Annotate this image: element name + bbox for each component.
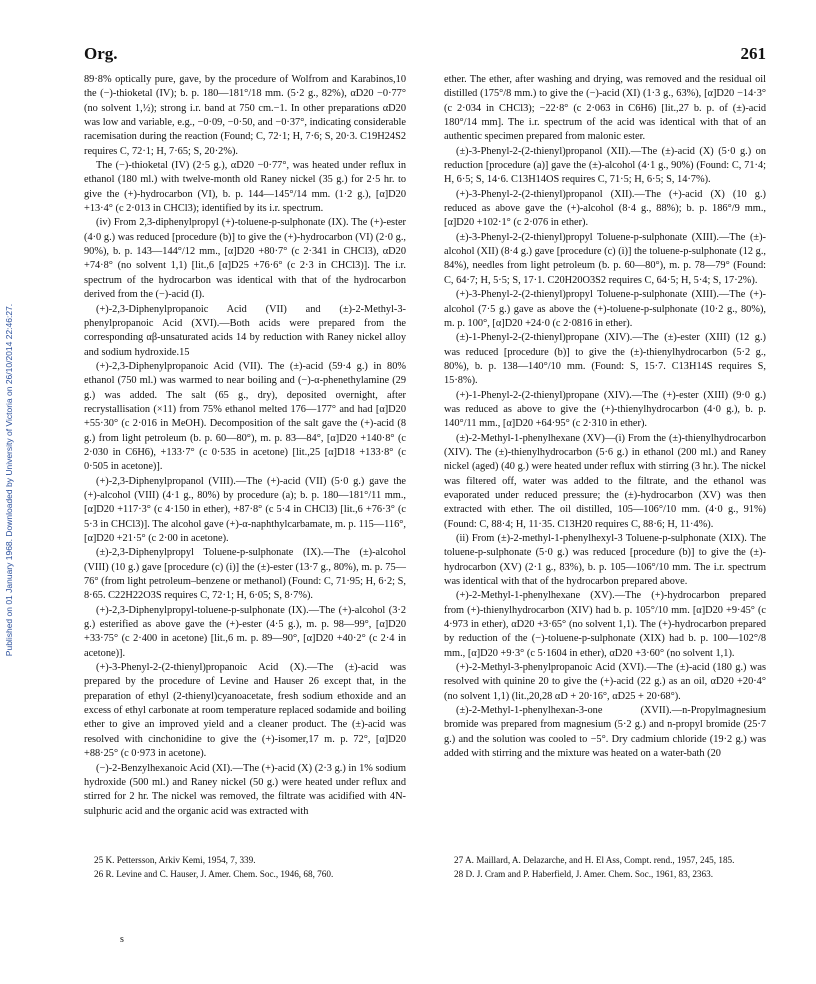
paragraph: (±)-2,3-Diphenylpropyl Toluene-p-sulphonate (IX).—The (±)-alcohol (VIII) (10 g.) gave [procedure (c) (i)] the (±)-ester (13·7 g., 80%), m. p. 75—76° (from light petroleum–benzene or methanol) (Found: C, 71·95; H, 6·2; S, 8·65. C22H22O3S requires C, 72·1; H, 6·05; S, 8·7%). (84, 547, 406, 602)
paragraph: ether. The ether, after washing and drying, was removed and the residual oil distilled (175°/8 mm.) to give the (−)-acid (XI) (1·3 g., 63%), [α]D20 −14·3° (c 2·034 in CHCl3); −22·8° (c 2·063 in C6H6) [lit.,27 b. p. of (±)-acid 180°/14 mm]. The i.r. spectrum of the acid was identical with that of an authentic specimen prepared from malonic ester. (444, 74, 766, 143)
paragraph: (+)-2,3-Diphenylpropanoic Acid (VII). The (±)-acid (59·4 g.) in 80% ethanol (750 ml.) was warmed to near boiling and (−)-α-phenethylamine (29 g.) was added. The salt (65 g., dry), deposited overnight, after recrystallisation (×11) from 75% ethanol melted 176—177° and had [α]D20 +55·30° (c 2·016 in MeOH). Decomposition of the salt gave the (+)-acid (8 g.) from light petroleum (b. p. 60—80°), m. p. 83—84°, [α]D20 +140·8° (c 2·030 in C6H6), +133·7° (c 0·535 in acetone) [lit.,25 [α]D18 +133·8° (c 0·505 in acetone)]. (84, 360, 406, 473)
paragraph: (+)-2,3-Diphenylpropanol (VIII).—The (+)-acid (VII) (5·0 g.) gave the (+)-alcohol (VIII) (4·1 g., 80%) by procedure (a); b. p. 180—181°/11 mm., [α]D20 +117·3° (c 4·150 in ether), +87·8° (c 5·4 in CHCl3) [lit.,6 +76·3° (c 5·3 in CHCl3)]. The alcohol gave (+)-α-naphthylcarbamate, m. p. 115—116°, [α]D20 +21·5° (c 2·00 in acetone). (84, 475, 406, 544)
paragraph: (−)-2-Benzylhexanoic Acid (XI).—The (+)-acid (X) (2·3 g.) in 1% sodium hydroxide (500 ml.) and Raney nickel (50 g.) were heated under reflux and stirred for 2 hr. The nickel was removed, the filtrate was acidified with 4N-sulphuric acid and the organic acid was extracted with (84, 762, 406, 817)
left-column (84, 73, 406, 819)
footnotes-right (444, 854, 766, 881)
paragraph: (+)-1-Phenyl-2-(2-thienyl)propane (XIV).—The (+)-ester (XIII) (9·0 g.) was reduced as above to give the (+)-thienylhydrocarbon (4·0 g.), b. p. 140°/11 mm., [α]D20 +64·95° (c 2·310 in ether). (444, 389, 766, 430)
footnote: 26 R. Levine and C. Hauser, J. Amer. Chem. Soc., 1946, 68, 760. (94, 868, 334, 879)
paragraph: (ii) From (±)-2-methyl-1-phenylhexyl-3 Toluene-p-sulphonate (XIX). The toluene-p-sulphonate (5·0 g.) was reduced [procedure (b)] to give the (±)-hydrocarbon (XV) (2·1 g., 83%), b. p. 105—106°/10 mm. The i.r. spectrum was identical with that of the hydrocarbon prepared above. (444, 533, 766, 588)
paragraph: (+)-3-Phenyl-2-(2-thienyl)propanol (XII).—The (+)-acid (X) (10 g.) reduced as above gave the (+)-alcohol (8·4 g., 88%); b. p. 186°/9 mm., [α]D20 +102·1° (c 2·076 in ether). (444, 188, 766, 229)
paragraph: 89·8% optically pure, gave, by the procedure of Wolfrom and Karabinos,10 the (−)-thioketal (IV); b. p. 180—181°/18 mm. (5·2 g., 82%), αD20 −0·77° (no solvent 1,½); strong i.r. band at 750 cm.−1. In other preparations αD20 was low and variable, e.g., −0·09, −0·50, and −0·37°, indicating considerable racemisation during the reaction (Found; C, 72·1; H, 7·6; S, 20·3. C19H24S2 requires C, 72·1; H, 7·65; S, 20·2%). (84, 74, 406, 157)
paragraph: (+)-2,3-Diphenylpropanoic Acid (VII) and (±)-2-Methyl-3-phenylpropanoic Acid (XVI).—Both acids were prepared from the corresponding αβ-unsaturated acids 14 by reduction with Raney nickel alloy and sodium hydroxide.15 (84, 303, 406, 358)
footnote: 28 D. J. Cram and P. Haberfield, J. Amer. Chem. Soc., 1961, 83, 2363. (454, 868, 714, 879)
paragraph: (+)-2,3-Diphenylpropyl-toluene-p-sulphonate (IX).—The (+)-alcohol (3·2 g.) esterified as above gave the (+)-ester (4·5 g.), m. p. 98—99°, [α]D20 +33·75° (c 2·400 in acetone) [lit.,6 m. p. 89—90°, [α]D20 +40·2° (c 2·4 in acetone)]. (84, 604, 406, 659)
paragraph: (±)-3-Phenyl-2-(2-thienyl)propyl Toluene-p-sulphonate (XIII).—The (±)-alcohol (XII) (8·4 g.) gave [procedure (c) (i)] the toluene-p-sulphonate (12 g., 84%), needles from light petroleum (b. p. 60—80°), m. p. 78—79° (Found: C, 64·7; H, 5·5; S, 17·1. C20H20O3S2 requires C, 64·5; H, 5·4; S, 17·2%). (444, 231, 766, 286)
paragraph: (±)-2-Methyl-1-phenylhexan-3-one (XVII).—n-Propylmagnesium bromide was prepared from magnesium (5·2 g.) and n-propyl bromide (25·7 g.) and the solution was cooled to −5°. Dry cadmium chloride (19·2 g.) was added with stirring and the mixture was heated on a water-bath (20 (444, 705, 766, 760)
paragraph: (±)-1-Phenyl-2-(2-thienyl)propane (XIV).—The (±)-ester (XIII) (12 g.) was reduced [procedure (b)] to give the (±)-thienylhydrocarbon (5·2 g., 80%), b. p. 138—140°/10 mm. (Found: S, 15·7. C13H14S requires S, 15·8%). (444, 332, 766, 387)
footnote: 25 K. Pettersson, Arkiv Kemi, 1954, 7, 339. (94, 855, 256, 865)
page-number: 261 (740, 44, 766, 63)
paragraph: (+)-3-Phenyl-2-(2-thienyl)propyl Toluene-p-sulphonate (XIII).—The (+)-alcohol (7·5 g.) gave as above the (+)-toluene-p-sulphonate (10·2 g., 80%), m. p. 100°, [α]D20 +24·0 (c 2·0816 in ether). (444, 289, 766, 329)
paragraph: (+)-2-Methyl-1-phenylhexane (XV).—The (+)-hydrocarbon prepared from (+)-thienylhydrocarbon (XIV) had b. p. 105°/10 mm. [α]D20 +9·45° (c 4·973 in ether), αD20 +3·65° (no solvent 1,1). The (+)-hydrocarbon prepared by reduction of the (−)-toluene-p-sulphonate (XIX) had b. p. 100—102°/8 mm., [α]D20 +9·3° (c 5·1604 in ether), αD20 +3·60° (no solvent 1,1). (444, 590, 766, 659)
paragraph: (+)-2-Methyl-3-phenylpropanoic Acid (XVI).—The (±)-acid (180 g.) was resolved with quinine 20 to give the (+)-acid (22 g.) as an oil, αD20 +20·4° (no solvent 1,1) (lit.,20,28 αD + 20·16°, αD25 + 20·68°). (444, 662, 766, 702)
paragraph: The (−)-thioketal (IV) (2·5 g.), αD20 −0·77°, was heated under reflux in ethanol (180 ml.) with twelve-month old Raney nickel (35 g.) for 2·5 hr. to give the (+)-hydrocarbon (VI), b. p. 144—145°/14 mm. (1·2 g.), [α]D20 +13·4° (c 2·013 in CHCl3); identified by its i.r. spectrum. (84, 160, 406, 215)
footnotes-left (84, 854, 406, 881)
footnote: 27 A. Maillard, A. Delazarche, and H. El Ass, Compt. rend., 1957, 245, 185. (454, 855, 735, 865)
paragraph: (+)-3-Phenyl-2-(2-thienyl)propanoic Acid (X).—The (±)-acid was prepared by the procedure of Levine and Hauser 26 except that, in the preparation of ethyl (2-thienyl)cyanoacetate, fresh sodium ethoxide and an excess of ethyl carbonate at room temperature replaced sodamide and boiling ether to give an improved yield and a cleaner product. The (±)-acid was resolved with cinchonidine to give the (+)-isomer,17 m. p. 72°, [α]D20 +88·25° (c 0·973 in acetone). (84, 662, 406, 760)
journal-name: Org. (84, 44, 118, 63)
right-column (444, 73, 766, 762)
paragraph: (iv) From 2,3-diphenylpropyl (+)-toluene-p-sulphonate (IX). The (+)-ester (4·0 g.) was reduced [procedure (b)] to give the (+)-hydrocarbon (VI) (2·0 g., 90%), b. p. 143—144°/12 mm., [α]D20 +80·7° (c 2·341 in CHCl3), αD20 +74·8° (no solvent 1,1) [lit.,6 [α]D25 +76·6° (c 2·3 in CHCl3)]. The i.r. spectrum of the hydrocarbon was identical with that of the hydrocarbon derived from the (−)-acid (I). (84, 217, 406, 301)
signature-mark: s (120, 934, 124, 945)
page-header (84, 44, 766, 66)
paragraph: (±)-3-Phenyl-2-(2-thienyl)propanol (XII).—The (±)-acid (X) (5·0 g.) on reduction [procedure (a)] gave the (±)-alcohol (4·1 g., 90%) (Found: C, 71·4; H, 6·5; S, 14·6. C13H14OS requires C, 71·5; H, 6·5; S, 14·7%). (444, 145, 766, 186)
download-notice: Published on 01 January 1968. Downloaded by University of Victoria on 26/10/2014 22:46:27. (4, 303, 14, 657)
download-watermark (2, 160, 16, 800)
paragraph: (±)-2-Methyl-1-phenylhexane (XV)—(i) From the (±)-thienylhydrocarbon (XIV). The (±)-thienylhydrocarbon (5·6 g.) in ethanol (200 ml.) and Raney nickel (aged) (40 g.) were heated under reflux with stirring (3 hr.). The nickel was filtered off, water was added to the filtrate, and the ethanol was evaporated under reduced pressure; the (±)-hydrocarbon (XV) was then extracted with ether. The oil distilled, 105—106°/10 mm. (4·0 g., 91%) (Found: C, 88·4; H, 11·35. C13H20 requires C, 88·6; H, 11·4%). (444, 432, 766, 530)
